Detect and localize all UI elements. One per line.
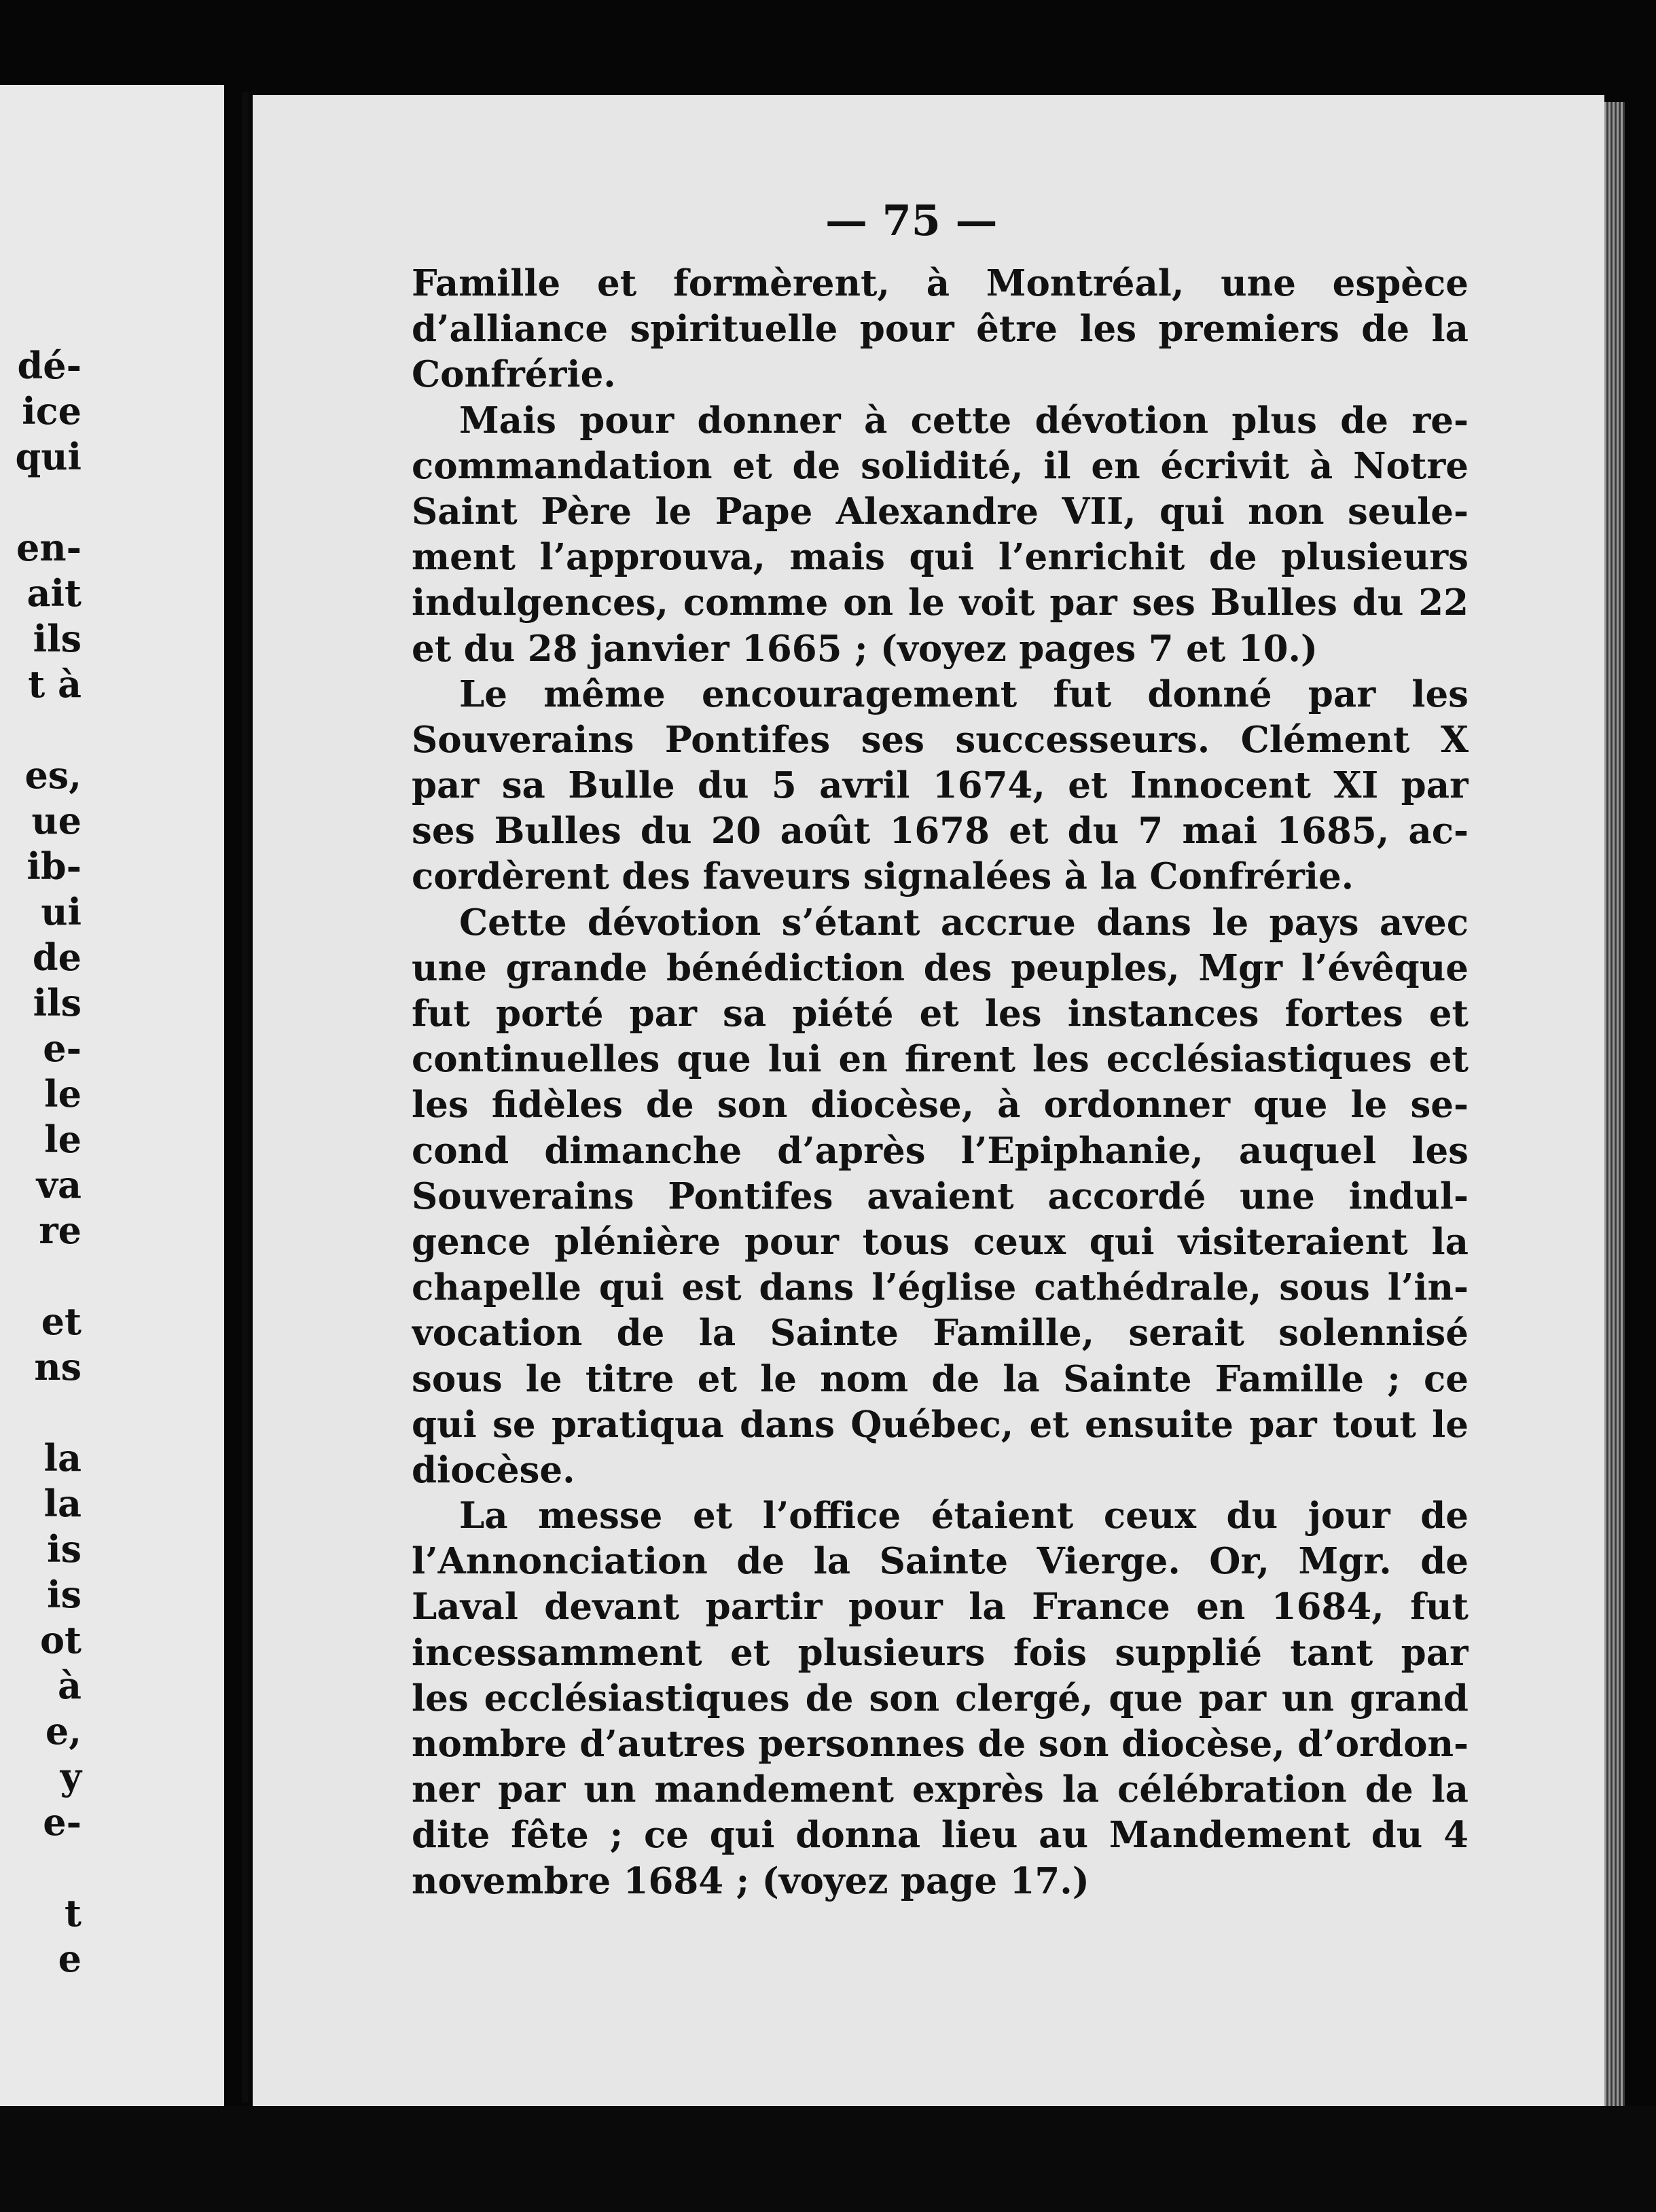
previous-page-fragment: la (43, 1436, 82, 1480)
text-line: ses Bulles du 20 août 1678 et du 7 mai 1685, ac- (412, 810, 1469, 853)
text-line: gence plénière pour tous ceux qui visiteraient la (412, 1220, 1469, 1263)
text-line: Cette dévotion s’étant accrue dans le pays avec (459, 901, 1469, 944)
text-line: sous le titre et le nom de la Sainte Famille ; ce (412, 1357, 1469, 1400)
text-line: par sa Bulle du 5 avril 1674, et Innocent XI par (412, 764, 1469, 807)
previous-page-fragment (0, 1253, 82, 1299)
previous-page-fragment: ils (33, 617, 82, 660)
previous-page-fragment (0, 1390, 82, 1435)
text-line: Souverains Pontifes avaient accordé une indul- (412, 1175, 1469, 1217)
previous-page-fragment: is (47, 1573, 82, 1616)
previous-page-fragment: ns (34, 1345, 82, 1389)
text-line: Saint Père le Pape Alexandre VII, qui non seule- (412, 490, 1469, 533)
previous-page-fragment (0, 707, 82, 753)
previous-page-fragment: e- (43, 1027, 82, 1070)
text-line: Laval devant partir pour la France en 1684, fut (412, 1586, 1469, 1628)
text-line: nombre d’autres personnes de son diocèse, d’ordon- (412, 1723, 1469, 1765)
previous-page-fragment: ue (31, 799, 82, 842)
text-line: Confrérie. (412, 353, 616, 396)
previous-page-fragment: de (32, 935, 82, 979)
text-line: continuelles que lui en firent les ecclésiastiques et (412, 1038, 1469, 1081)
text-line: l’Annonciation de la Sainte Vierge. Or, Mgr. de (412, 1540, 1469, 1583)
previous-page-fragment: e (58, 1937, 82, 1980)
previous-page-fragment: et (41, 1300, 82, 1343)
text-line: incessamment et plusieurs fois supplié tant par (412, 1631, 1469, 1674)
previous-page-fragment: re (39, 1209, 82, 1252)
text-line: Souverains Pontifes ses successeurs. Clément X (412, 718, 1469, 761)
body-text (412, 261, 1469, 1904)
text-line: Famille et formèrent, à Montréal, une espèce (412, 262, 1469, 304)
previous-page-fragment: ait (26, 571, 82, 615)
text-line: une grande bénédiction des peuples, Mgr l’évêque (412, 946, 1469, 989)
previous-page-fragment: ils (33, 981, 82, 1024)
text-line: les ecclésiastiques de son clergé, que par un grand (412, 1677, 1469, 1719)
previous-page-fragment (0, 480, 82, 525)
previous-page-fragment: e- (43, 1800, 82, 1844)
previous-page-fragment: dé- (17, 344, 82, 387)
previous-page-fragment: ice (22, 389, 82, 433)
previous-page-fragment: ot (40, 1618, 82, 1662)
previous-page-fragment: la (43, 1482, 82, 1525)
text-line: fut porté par sa piété et les instances fortes et (412, 993, 1469, 1035)
text-line: les fidèles de son diocèse, à ordonner que le se- (412, 1084, 1469, 1126)
text-line: indulgences, comme on le voit par ses Bulles du 22 (412, 582, 1469, 624)
previous-page-text-fragments (0, 343, 82, 1982)
text-line: vocation de la Sainte Famille, serait solennisé (412, 1312, 1469, 1355)
previous-page-fragment: le (44, 1072, 82, 1116)
previous-page-fragment: t (65, 1891, 82, 1935)
text-line: cordèrent des faveurs signalées à la Confrérie. (412, 855, 1354, 898)
previous-page-fragment: e, (45, 1709, 82, 1753)
text-line: qui se pratiqua dans Québec, et ensuite par tout le (412, 1403, 1469, 1446)
text-line: commandation et de solidité, il en écrivit à Notre (412, 444, 1469, 487)
text-line: chapelle qui est dans l’église cathédrale, sous l’in- (412, 1266, 1469, 1309)
previous-page-fragment: qui (15, 435, 82, 478)
previous-page-margin (0, 85, 224, 2123)
text-line: Le même encouragement fut donné par les (459, 673, 1469, 715)
text-line: d’alliance spirituelle pour être les premiers de la (412, 308, 1469, 351)
previous-page-fragment: ib- (26, 844, 82, 888)
text-line: novembre 1684 ; (voyez page 17.) (412, 1859, 1090, 1902)
text-line: La messe et l’office étaient ceux du jour de (459, 1495, 1469, 1537)
text-line: Mais pour donner à cette dévotion plus de re- (459, 399, 1469, 442)
previous-page-fragment: t à (28, 662, 82, 706)
text-line: ment l’approuva, mais qui l’enrichit de plusieurs (412, 536, 1469, 579)
text-line: dite fête ; ce qui donna lieu au Mandement du 4 (412, 1814, 1469, 1857)
previous-page-fragment: à (58, 1664, 82, 1707)
scan-background (0, 2106, 1656, 2212)
previous-page-fragment: en- (16, 526, 82, 569)
page-number: — 75 — (825, 196, 998, 245)
previous-page-fragment (0, 1845, 82, 1891)
page-edges (1604, 102, 1625, 2126)
text-line: cond dimanche d’après l’Epiphanie, auquel les (412, 1129, 1469, 1172)
text-line: diocèse. (412, 1448, 575, 1491)
previous-page-fragment: y (60, 1755, 82, 1798)
text-line: et du 28 janvier 1665 ; (voyez pages 7 et 10.) (412, 627, 1318, 670)
previous-page-fragment: va (36, 1163, 82, 1207)
previous-page-fragment: ui (41, 890, 82, 933)
previous-page-fragment: is (47, 1527, 82, 1571)
previous-page-fragment: es, (24, 753, 82, 797)
text-line: ner par un mandement exprès la célébration de la (412, 1768, 1469, 1811)
book-gutter (242, 92, 249, 2103)
previous-page-fragment: le (44, 1118, 82, 1161)
